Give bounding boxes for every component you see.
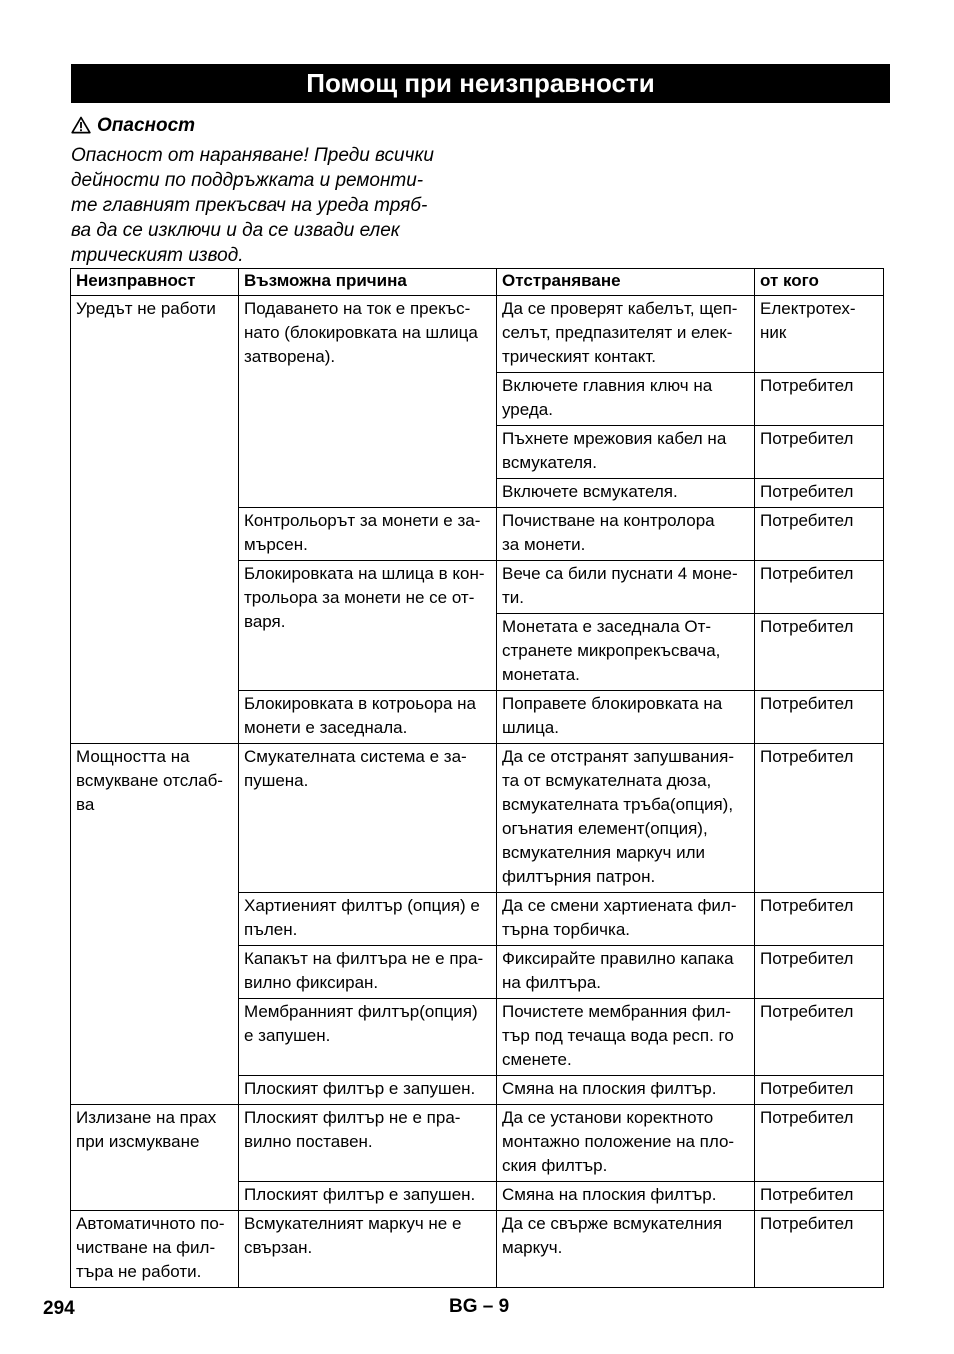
by-whom-cell: Потребител [755,999,884,1076]
warning-text: Опасност от нараняване! Преди всички дейности по поддръжката и ремонти- те главният прекъсвач на уреда тряб- ва да се изключи и да се извади елек трическият извод. [71,145,434,266]
by-whom-cell: Потребител [755,1211,884,1288]
table-row [71,744,884,893]
table-row [71,1211,884,1288]
by-whom-cell: Електротех- ник [755,296,884,373]
cause-cell: Хартиеният филтър (опция) е пълен. [239,893,497,946]
cause-cell: Смукателната система е за- пушена. [239,744,497,893]
by-whom-cell: Потребител [755,691,884,744]
table-header-row [71,269,884,296]
cause-cell: Плоският филтър е запушен. [239,1182,497,1211]
warning-heading-text: Опасност [97,115,196,136]
by-whom-cell: Потребител [755,561,884,614]
table-row [71,1105,884,1182]
troubleshooting-table [70,268,884,1288]
by-whom-cell: Потребител [755,1182,884,1211]
remedy-cell: Смяна на плоския филтър. [497,1076,755,1105]
remedy-cell: Включете всмукателя. [497,479,755,508]
column-header-cause: Възможна причина [239,269,497,296]
by-whom-cell: Потребител [755,508,884,561]
remedy-cell: Смяна на плоския филтър. [497,1182,755,1211]
cause-cell: Капакът на филтъра не е пра- вилно фиксиран. [239,946,497,999]
cause-cell: Подаването на ток е прекъс- нато (блокировката на шлица затворена). [239,296,497,508]
by-whom-cell: Потребител [755,893,884,946]
remedy-cell: Да се смени хартиената фил- търна торбичка. [497,893,755,946]
fault-cell: Мощността на всмукване отслаб- ва [71,744,239,1105]
cause-cell: Контрольорът за монети е за- мърсен. [239,508,497,561]
fault-cell: Излизане на прах при изсмукване [71,1105,239,1211]
remedy-cell: Включете главния ключ на уреда. [497,373,755,426]
warning-heading [71,113,195,139]
cause-cell: Плоският филтър не е пра- вилно поставен. [239,1105,497,1182]
remedy-cell: Пъхнете мрежовия кабел на всмукателя. [497,426,755,479]
remedy-cell: Поправете блокировката на шлица. [497,691,755,744]
cause-cell: Блокировката на шлица в кон- трольора за монети не се от- варя. [239,561,497,691]
remedy-cell: Да се проверят кабелът, щеп- селът, предпазителят и елек- трическият контакт. [497,296,755,373]
cause-cell: Плоският филтър е запушен. [239,1076,497,1105]
by-whom-cell: Потребител [755,426,884,479]
fault-cell: Автоматичното по- чистване на фил- търа не работи. [71,1211,239,1288]
by-whom-cell: Потребител [755,1076,884,1105]
by-whom-cell: Потребител [755,479,884,508]
remedy-cell: Монетата е заседнала От- странете микропрекъсвача, монетата. [497,614,755,691]
by-whom-cell: Потребител [755,946,884,999]
remedy-cell: Почистете мембранния фил- тър под течаща вода респ. го сменете. [497,999,755,1076]
by-whom-cell: Потребител [755,373,884,426]
column-header-by-whom: от кого [755,269,884,296]
remedy-cell: Да се отстранят запушвания- та от всмукателната дюза, всмукателната тръба(опция), огънатия елемент(опция), всмукателния маркуч или филтърния патрон. [497,744,755,893]
cause-cell: Мембранният филтър(опция) е запушен. [239,999,497,1076]
page-title: Помощ при неизправности [71,64,890,103]
cause-cell: Всмукателният маркуч не е свързан. [239,1211,497,1288]
warning-triangle-icon [71,116,91,134]
cause-cell: Блокировката в котроьора на монети е заседнала. [239,691,497,744]
fault-cell: Уредът не работи [71,296,239,744]
table-row [71,296,884,373]
by-whom-cell: Потребител [755,614,884,691]
remedy-cell: Да се установи коректното монтажно положение на пло- ския филтър. [497,1105,755,1182]
column-header-remedy: Отстраняване [497,269,755,296]
column-header-fault: Неизправност [71,269,239,296]
remedy-cell: Да се свърже всмукателния маркуч. [497,1211,755,1288]
by-whom-cell: Потребител [755,1105,884,1182]
by-whom-cell: Потребител [755,744,884,893]
language-page-marker: BG – 9 [449,1296,510,1317]
remedy-cell: Фиксирайте правилно капака на филтъра. [497,946,755,999]
remedy-cell: Почистване на контролора за монети. [497,508,755,561]
remedy-cell: Вече са били пуснати 4 моне- ти. [497,561,755,614]
page-number: 294 [43,1298,75,1319]
